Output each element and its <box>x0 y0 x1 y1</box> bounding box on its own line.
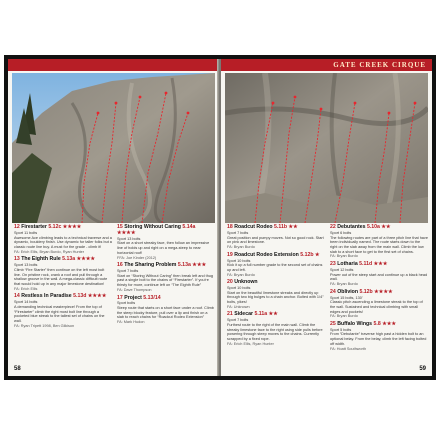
section-title: GATE CREEK CIRQUE <box>333 61 426 69</box>
route-info: Sport 12 bolts <box>330 267 354 272</box>
route-description: Climb “Fire Starter” then continue on the left most bolt line. On pristine rock, crank a roof and pull through a shallow groove in the wall. A mega-classic difficult route that would hold up in any major limestone destination! <box>14 267 108 286</box>
route-title: 17 Project 5.13/14 <box>117 294 161 301</box>
route-description: Awesome Ace climbing leads to a technical traverse and a dynamic, bouldery finish. Use dynamic for taller folks but a classic route line buy. A must for the grade - climb it! <box>14 235 112 249</box>
route-first-ascent: FA: Bryan Burdo <box>227 244 255 249</box>
right-column-1 <box>227 225 325 362</box>
route-entry <box>117 263 215 292</box>
route-title: 23 Lotharia 5.11d ★★★ <box>330 261 388 267</box>
route-entry <box>227 253 325 278</box>
route-description: Great position and pumpy moves. Not so good rock. Start on pink and limestone. <box>227 235 324 245</box>
route-title: 12 Firestarter 5.12c ★★★★ <box>14 224 82 230</box>
route-info: Sport 13 bolts <box>117 236 141 241</box>
right-page <box>221 59 432 376</box>
route-description: A demanding technical masterpiece! From the top of “Firestarter” climb the right most bolt line through a pocketed blue streak to the tallest set of chains on the wall. <box>14 304 105 323</box>
page-number: 59 <box>419 366 426 372</box>
route-entry <box>330 290 428 319</box>
route-entry <box>227 312 325 346</box>
route-first-ascent: FA: Unknown <box>227 304 250 309</box>
route-info: Sport 5 bolts <box>330 327 352 332</box>
route-info: Sport bolts <box>117 301 136 306</box>
route-info: Sport 14 bolts <box>14 300 38 305</box>
route-entry <box>14 257 112 291</box>
route-first-ascent: FA: Erich Ellis, Ryan Hunter <box>227 341 274 346</box>
route-title: 13 The Eighth Rule 5.13a ★★★★ <box>14 256 96 263</box>
topo-image <box>12 73 215 223</box>
route-entry <box>330 262 428 287</box>
route-info: Sport 7 bolts <box>227 318 249 323</box>
route-first-ascent: FA: Bryan Burdo <box>330 314 358 319</box>
route-info: Sport 15 bolts, 130' <box>330 295 363 300</box>
route-descriptions-left <box>14 225 215 362</box>
route-title: 22 Debutantes 5.10a ★★ <box>330 224 391 230</box>
route-title: 25 Buffalo Wings 5.8 ★★★ <box>330 320 397 327</box>
route-info: Sport 11 bolts <box>14 230 38 235</box>
route-description: From “Debutante” traverse high past a hidden bolt to an optional belay. From the belay, climb the left facing bolted off width. <box>330 332 427 346</box>
route-description: Kick it up a full number grade to the second set of chains up and left. <box>227 263 323 272</box>
route-description: Furthest route to the right of the main wall. Climb the streaky limestone face to the right using side pulls before powering through steep moves to the chains. Currently scrapped by a fixed rope. <box>227 322 323 342</box>
route-title: 21 Sidecar 5.11a ★★ <box>227 311 278 318</box>
route-description: Classic pitch ascending a limestone streak to the top of the wall. Sustained and technical climbing with small edges and pockets! <box>330 300 423 314</box>
route-first-ascent: FA: Mark Hudon <box>117 320 145 325</box>
route-description: Power out of the steep start and continue up a black head wall. <box>330 272 428 282</box>
left-column-2 <box>117 225 215 362</box>
route-title: 16 The Sharing Problem 5.13a ★★★ <box>117 262 207 269</box>
route-first-ascent: FA: Erich Ellis <box>14 286 38 291</box>
left-page <box>8 59 219 376</box>
route-description: Start on the beautiful limestone streaks and directly up through two big bulges to a chain anchor. Bolted with 1/4” bolts, yikes! <box>227 290 324 305</box>
page-number: 58 <box>14 366 21 372</box>
route-first-ascent: FA: Bryan Burdo <box>330 281 358 286</box>
route-title: 19 Roadcut Rodeo Extension 5.12b ★ <box>227 251 320 258</box>
page-header-bar <box>221 59 432 71</box>
route-description: Start on “Storing Without Caring” then break left and thug past a single bolt to the chains of “Firestarter”. If you’re thirsty for more, continue left on “The Eighth Rule” <box>117 273 214 288</box>
route-info: Sport 7 bolts <box>117 269 139 274</box>
route-descriptions-right <box>227 225 428 362</box>
route-info: Sport 10 bolts <box>227 258 251 263</box>
route-description: Start on a short streaky face, then follow an impressive line of holds up and right on a mega-steep to near horizontal roof! <box>117 241 210 255</box>
route-entry <box>227 225 325 250</box>
route-first-ascent: FA: Hoatt Southworth <box>330 346 367 351</box>
route-first-ascent: FA: Bryan Burdo <box>330 254 358 259</box>
page-header-bar <box>8 59 219 71</box>
route-entry <box>117 225 215 260</box>
topo-image <box>225 73 428 223</box>
right-column-2 <box>330 225 428 362</box>
route-first-ascent: FA: Bryan Burdo <box>227 272 255 277</box>
route-entry <box>227 280 325 309</box>
left-column-1 <box>14 225 112 362</box>
route-title: 18 Roadcut Rodeo 5.11b ★★ <box>227 224 298 230</box>
route-first-ascent: FA: Ryan Tripett 1998, Ben Gilkison <box>14 323 75 328</box>
route-entry <box>330 322 428 351</box>
route-info: Sport 10 bolts <box>227 286 251 291</box>
route-entry <box>14 225 112 254</box>
route-entry <box>117 296 215 325</box>
route-description: The following routes are part of a three pitch line that have been individually named. The route starts down to the right on the slab away from the main wall. Climb the low slab to a short face to get to the first set of chains. <box>330 235 428 254</box>
route-title: 14 Restless In Paradise 5.13d ★★★★ <box>14 293 107 300</box>
route-title: 20 Unknown <box>227 279 258 286</box>
route-first-ascent: FFA: Joe Kinder (2012) <box>117 255 157 260</box>
guidebook-spread <box>4 55 436 380</box>
cliff-photo-left <box>12 73 215 223</box>
route-info: Sport 13 bolts <box>14 263 38 268</box>
route-entry <box>330 225 428 259</box>
cliff-photo-right <box>225 73 428 223</box>
route-first-ascent: FA: Dave Thompson <box>117 287 152 292</box>
route-title: 24 Oblivion 5.12b ★★★★ <box>330 288 393 295</box>
route-info: Sport 7 bolts <box>227 230 249 235</box>
route-info: Sport 6 bolts <box>330 230 352 235</box>
route-title: 15 Storing Without Caring 5.14a ★★★★ <box>117 224 196 236</box>
route-first-ascent: FA: Erich Ellis, Bryan Burdo, Ryan Hunter <box>14 249 85 254</box>
route-description: Steep route that starts on a short face under a roof. Climb the steep blocky feature, pull over a lip and finish on a slab to reach chains for “Roadcut Rodeo Extension” <box>117 306 214 320</box>
route-entry <box>14 294 112 328</box>
